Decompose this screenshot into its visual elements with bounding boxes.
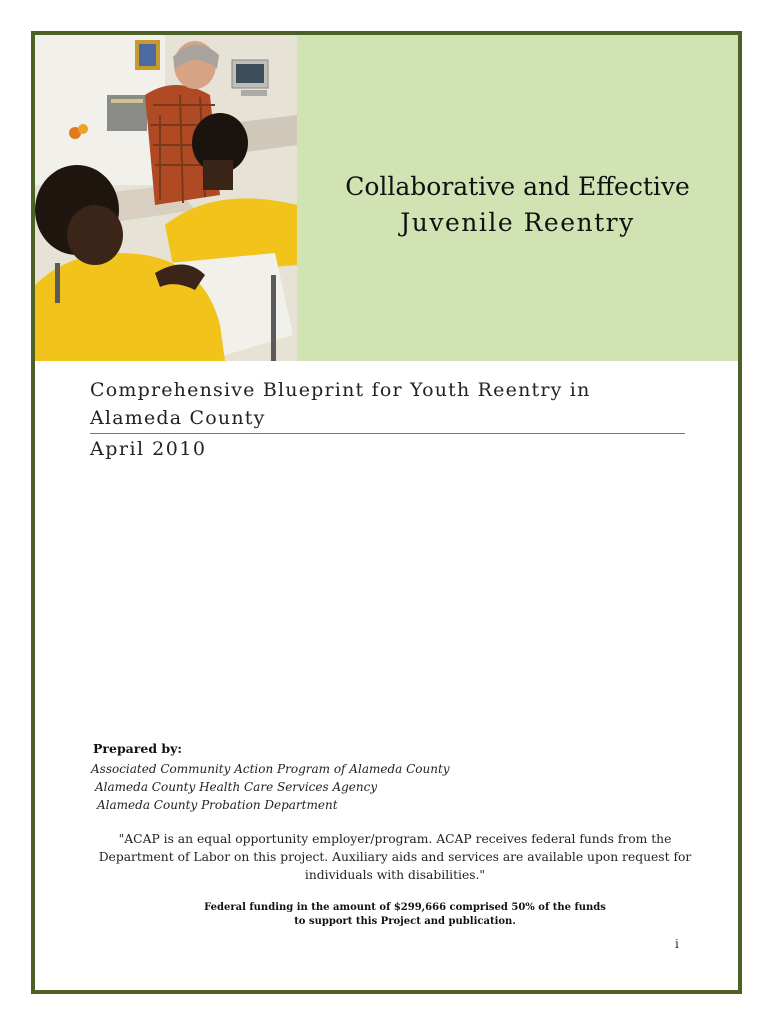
subtitle-divider	[90, 433, 685, 434]
funding-line-1: Federal funding in the amount of $299,666 comprised 50% of the funds	[204, 902, 606, 913]
title-panel	[297, 35, 738, 361]
funding-line-2: to support this Project and publication.	[294, 916, 516, 927]
organization-health-care: Alameda County Health Care Services Agency	[95, 780, 378, 794]
federal-funding-statement	[155, 901, 655, 929]
publication-date: April 2010	[90, 438, 207, 460]
page-frame	[31, 31, 742, 994]
equal-opportunity-notice: "ACAP is an equal opportunity employer/program. ACAP receives federal funds from the Department of Labor on this project. Auxiliary aids and services are available upon request for individuals with disabilities."	[98, 832, 692, 882]
page-number: i	[675, 937, 679, 951]
organization-acap: Associated Community Action Program of Alameda County	[91, 762, 450, 776]
classroom-photo	[35, 35, 297, 361]
prepared-by-heading: Prepared by:	[93, 741, 183, 756]
document-subtitle: Comprehensive Blueprint for Youth Reentry in Alameda County	[90, 379, 591, 429]
document-title	[297, 169, 738, 241]
organization-probation: Alameda County Probation Department	[97, 798, 338, 812]
document-title-line-1: Collaborative and Effective	[345, 172, 690, 201]
document-title-line-2: Juvenile Reentry	[400, 208, 635, 237]
classroom-photo-illustration	[35, 35, 297, 361]
prepared-by-organizations	[91, 760, 450, 814]
